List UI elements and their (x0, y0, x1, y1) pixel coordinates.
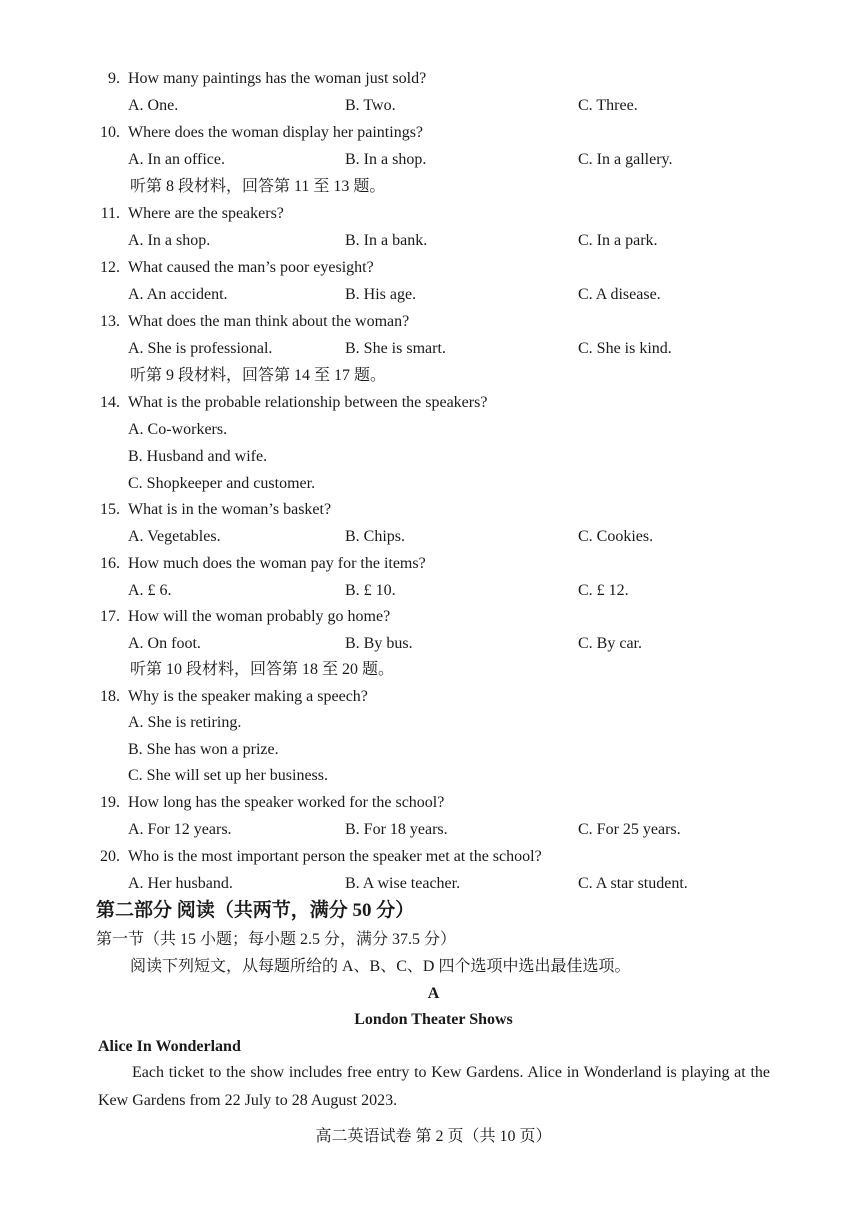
option-14-c: C. Shopkeeper and customer. (128, 475, 316, 492)
option-c: C. In a park. (578, 232, 658, 249)
option-b: B. By bus. (345, 635, 413, 652)
option-c: C. A disease. (578, 286, 661, 303)
option-c: C. She is kind. (578, 340, 672, 357)
option-18-a: A. She is retiring. (128, 714, 242, 731)
option-a: A. Vegetables. (128, 528, 221, 545)
instruction-seg10: 听第 10 段材料，回答第 18 至 20 题。 (130, 661, 395, 678)
passage-title: London Theater Shows (354, 1011, 513, 1028)
question-text: What does the man think about the woman? (128, 313, 410, 330)
option-a: A. On foot. (128, 635, 201, 652)
question-number: 16. (100, 555, 120, 572)
option-a: A. She is professional. (128, 340, 273, 357)
question-number: 15. (100, 501, 120, 518)
question-text: Who is the most important person the speaker met at the school? (128, 848, 542, 865)
option-c: C. In a gallery. (578, 151, 673, 168)
question-text: How long has the speaker worked for the school? (128, 794, 445, 811)
option-a: A. An accident. (128, 286, 228, 303)
option-c: C. A star student. (578, 875, 688, 892)
question-text: How much does the woman pay for the items? (128, 555, 426, 572)
question-text: Why is the speaker making a speech? (128, 688, 368, 705)
passage-paragraph: Each ticket to the show includes free entry to Kew Gardens. Alice in Wonderland is playing at the Kew Gardens from 22 July to 28 August 2023. (98, 1064, 770, 1109)
option-b: B. Chips. (345, 528, 406, 545)
question-number: 10. (100, 124, 120, 141)
question-number: 18. (100, 688, 120, 705)
option-c: C. £ 12. (578, 582, 629, 599)
option-a: A. In a shop. (128, 232, 211, 249)
option-18-b: B. She has won a prize. (128, 741, 279, 758)
option-a: A. £ 6. (128, 582, 172, 599)
question-text: What caused the man’s poor eyesight? (128, 259, 374, 276)
option-b: B. For 18 years. (345, 821, 448, 838)
question-number: 11. (100, 205, 120, 222)
part2-heading: 第二部分 阅读（共两节，满分 50 分） (96, 900, 415, 921)
question-number: 9. (108, 70, 120, 87)
question-number: 14. (100, 394, 120, 411)
option-14-a: A. Co-workers. (128, 421, 228, 438)
question-number: 19. (100, 794, 120, 811)
section1-directions: 阅读下列短文，从每题所给的 A、B、C、D 四个选项中选出最佳选项。 (130, 958, 631, 975)
option-18-c: C. She will set up her business. (128, 767, 328, 784)
show-title: Alice In Wonderland (98, 1038, 241, 1055)
question-text: Where does the woman display her paintings? (128, 124, 424, 141)
question-text: Where are the speakers? (128, 205, 284, 222)
passage-letter: A (427, 985, 440, 1002)
option-a: A. In an office. (128, 151, 225, 168)
page-footer: 高二英语试卷 第 2 页（共 10 页） (315, 1128, 552, 1145)
instruction-seg8: 听第 8 段材料，回答第 11 至 13 题。 (130, 178, 386, 195)
option-c: C. By car. (578, 635, 642, 652)
question-text: What is in the woman’s basket? (128, 501, 332, 518)
question-number: 12. (100, 259, 120, 276)
option-b: B. A wise teacher. (345, 875, 461, 892)
question-number: 13. (100, 313, 120, 330)
question-number: 20. (100, 848, 120, 865)
instruction-seg9: 听第 9 段材料，回答第 14 至 17 题。 (130, 367, 387, 384)
question-text: How will the woman probably go home? (128, 608, 391, 625)
option-b: B. In a shop. (345, 151, 427, 168)
option-a: A. One. (128, 97, 179, 114)
option-b: B. In a bank. (345, 232, 428, 249)
section1-heading: 第一节（共 15 小题；每小题 2.5 分，满分 37.5 分） (96, 931, 457, 948)
option-b: B. His age. (345, 286, 417, 303)
option-14-b: B. Husband and wife. (128, 448, 268, 465)
option-a: A. For 12 years. (128, 821, 232, 838)
option-a: A. Her husband. (128, 875, 233, 892)
question-text: How many paintings has the woman just sold? (128, 70, 427, 87)
option-b: B. £ 10. (345, 582, 396, 599)
option-c: C. Cookies. (578, 528, 654, 545)
option-c: C. For 25 years. (578, 821, 681, 838)
option-b: B. Two. (345, 97, 396, 114)
question-text: What is the probable relationship between the speakers? (128, 394, 488, 411)
question-number: 17. (100, 608, 120, 625)
option-c: C. Three. (578, 97, 638, 114)
option-b: B. She is smart. (345, 340, 446, 357)
